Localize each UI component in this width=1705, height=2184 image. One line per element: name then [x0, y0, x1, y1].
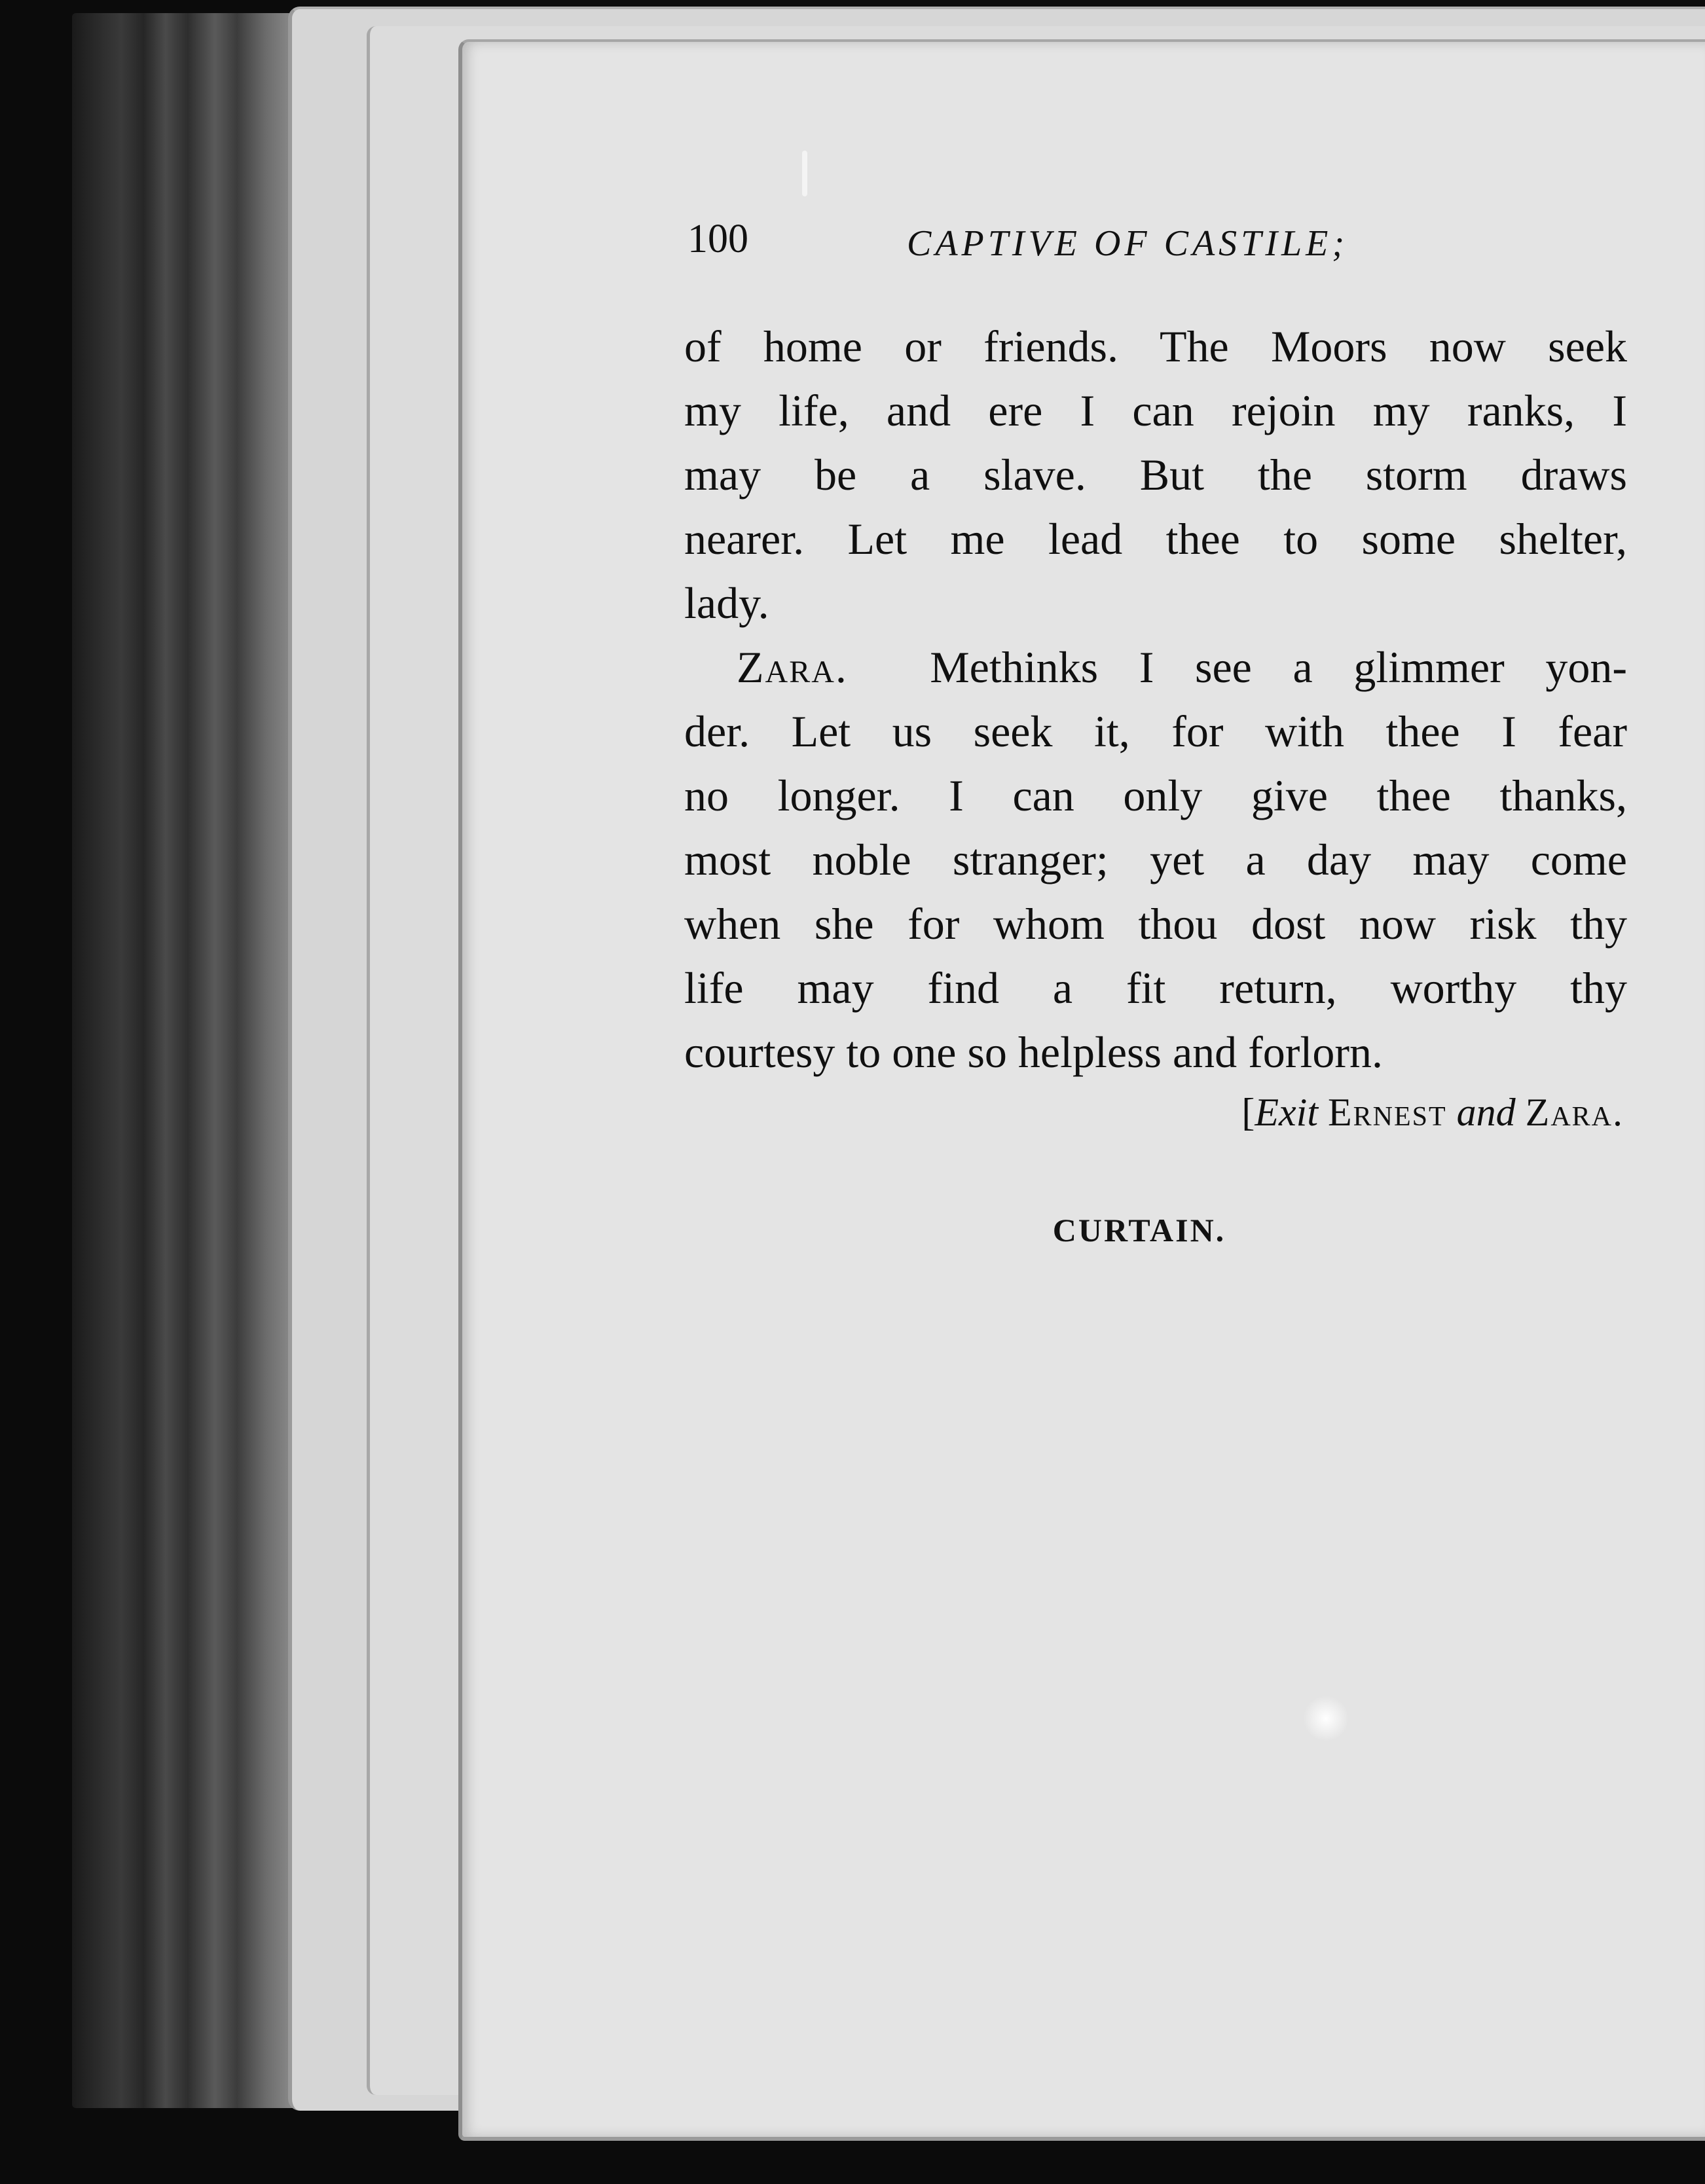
- stage-bracket: [: [1241, 1091, 1255, 1134]
- text-line: most noble stranger; yet a day may come: [684, 835, 1627, 884]
- text-line: may be a slave. But the storm draws: [684, 450, 1627, 500]
- text-line: der. Let us seek it, for with thee I fear: [684, 706, 1627, 756]
- page-number: 100: [688, 217, 748, 261]
- text-line: my life, and ere I can rejoin my ranks, I: [684, 386, 1627, 435]
- text-line: lady.: [684, 578, 769, 628]
- text-line: nearer. Let me lead thee to some shelter,: [684, 514, 1627, 564]
- speaker-name: Zara.: [737, 642, 848, 692]
- running-header: [688, 216, 1408, 275]
- text-line: no longer. I can only give thee thanks,: [684, 771, 1627, 820]
- stage-name-ernest: Ernest: [1328, 1091, 1447, 1134]
- stage-direction: [1113, 1090, 1624, 1135]
- film-speck: [802, 151, 807, 196]
- stage-exit: Exit: [1255, 1091, 1318, 1134]
- text-line: courtesy to one so helpless and forlorn.: [684, 1027, 1383, 1077]
- text-line: of home or friends. The Moors now seek: [684, 321, 1627, 371]
- speech-text: Methinks I see a glimmer yon-: [930, 642, 1627, 692]
- body-text: [684, 314, 1627, 1084]
- running-title: CAPTIVE OF CASTILE;: [907, 223, 1348, 264]
- stage-and: and: [1456, 1091, 1516, 1134]
- text-line: when she for whom thou dost now risk thy: [684, 899, 1627, 949]
- curtain-label: CURTAIN.: [1052, 1212, 1226, 1248]
- film-speck: [1303, 1696, 1349, 1741]
- speech-first-line: [684, 635, 1627, 699]
- stage-name-zara: Zara.: [1525, 1091, 1624, 1134]
- text-line: life may find a fit return, worthy thy: [684, 963, 1627, 1013]
